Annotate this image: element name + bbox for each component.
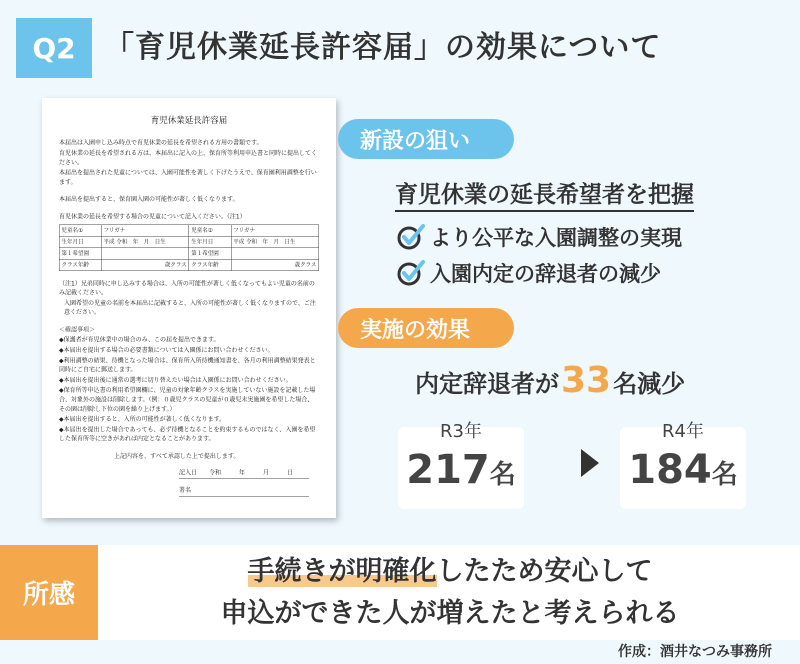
decline-post: 名減少 [613,370,686,398]
table-cell: 児童名② [189,225,231,237]
form-table-caption: 育児休業の延長を希望する場合の児童について記入ください。（注1） [59,212,246,220]
form-sign-date: 記入日 令和 年 月 日 [179,468,309,479]
table-cell: フリガナ [101,225,189,237]
form-intro-line: 本届出を提出された児童については、入園可能性を著しく下げたうえで、保育園利用調整を行います。 [59,169,317,186]
form-item: ◆本届出を提出すると、入所の可能性が著しく低くなります。 [59,415,226,423]
table-cell: 平成 令和 年 月 日生 [101,236,189,248]
after-value: 184名 [628,447,738,493]
effect-label: 実施の効果 [338,308,514,348]
before-year: R3年 [440,421,482,442]
form-intro-line: 育児休業の延長を希望される方は、本届出に記入の上、保育所等利用申込書と同時に提出してください。 [59,149,318,166]
decline-number: 33 [561,360,612,401]
decline-pre: 内定辞退者が [415,370,559,398]
after-year: R4年 [662,421,704,442]
question-badge: Q2 [16,18,92,78]
aim-check-text: より公平な入園調整の実現 [430,226,682,250]
form-item: ◆利用調整の結果、待機となった場合は、保育所入所待機通知書を、各月の利用調整結果発表と同時にご自宅に郵送します。 [59,356,316,374]
table-cell: 生年月日 [189,236,231,248]
aim-headline: 育児休業の延長希望者を把握 [395,176,694,212]
form-consent: 本届出を提出すると、保育園入園の可能性が著しく低くなります。 [59,195,239,203]
aim-check-item [396,222,682,252]
table-cell: クラス年齢 [189,259,231,271]
after-count-card [620,421,746,509]
form-intro-line: 本届出は入園申し込み時点で育児休業の延長を希望される方用の書類です。 [59,139,263,147]
form-item: ◆保護者が育児休業中の場合のみ、この届を提出できます。 [59,336,220,344]
table-cell: フリガナ [231,225,319,237]
aim-check-text: 入園内定の辞退者の減少 [430,262,661,286]
table-cell [231,248,319,260]
impression-text: 手続きが明確化したため安心して 申込ができた人が増えたと考えられる [130,551,770,635]
impression-highlight: 手続きが明確化 [247,556,437,587]
impression-label: 所感 [0,545,98,640]
form-item: ◆本届出を提出した場合であっても、必ず待機となることを約束するものではなく、入園を希望した保育所等に空きがあれば内定となることがあります。 [59,425,316,443]
table-cell: 第１希望園 [59,248,101,260]
table-cell: 歳クラス [231,259,319,271]
form-sign-name: 署名 [179,486,309,497]
before-count-card [398,421,524,509]
page-title: 「育児休業延長許容届」の効果について [104,30,662,65]
form-item: ◆本届出を提出する場合の必要書類については入園係にお問い合わせください。 [59,346,274,354]
form-note: 入園希望の児童の名前を本届出に記載すると、入所の可能性が著しく低くなりますので、ご注意ください。 [64,299,316,316]
before-value: 217名 [406,447,516,493]
check-circle-icon [396,223,426,251]
table-cell [101,248,189,260]
table-cell: クラス年齢 [59,259,101,271]
aim-check-item [396,258,661,288]
form-note: （注1）兄弟同時に申し込みする場合は、入所の可能性が著しく低くなってもよい児童の名前のみ記載ください。 [59,279,315,297]
impression-line2: 申込ができた人が増えたと考えられる [220,597,680,629]
table-cell: 児童名① [59,225,101,237]
aim-label: 新設の狙い [338,119,514,159]
decline-summary [415,360,685,401]
form-confirm: 上記内容を、すべて承認した上で提出します。 [114,452,240,460]
check-circle-icon [396,259,426,287]
form-signature-block [59,468,319,497]
credit-text: 作成：酒井なつみ事務所 [618,644,772,660]
table-cell: 平成 令和 年 月 日生 [231,236,319,248]
table-cell: 第１希望園 [189,248,231,260]
arrow-right-icon [581,449,599,477]
application-form-image [42,98,336,518]
table-cell: 歳クラス [101,259,189,271]
form-child-table [59,224,319,271]
form-title: 育児休業延長許容届 [150,115,228,126]
form-item: ◆保育所等申込書の利用希望園欄に、児童の対象年齢クラスを実施していない施設を記載した場合、対象外の施設は削除します。（例：０歳児クラスの児童が０歳児未実施園を希望した場合、その園は削除し下位の園を繰り上げます。） [59,386,316,413]
table-cell: 生年月日 [59,236,101,248]
form-item: ◆本届出を提出後に通常の選考に切り替えたい場合は入園係にお問い合わせください。 [59,376,292,384]
form-items-heading: ＜確認事項＞ [59,325,96,333]
